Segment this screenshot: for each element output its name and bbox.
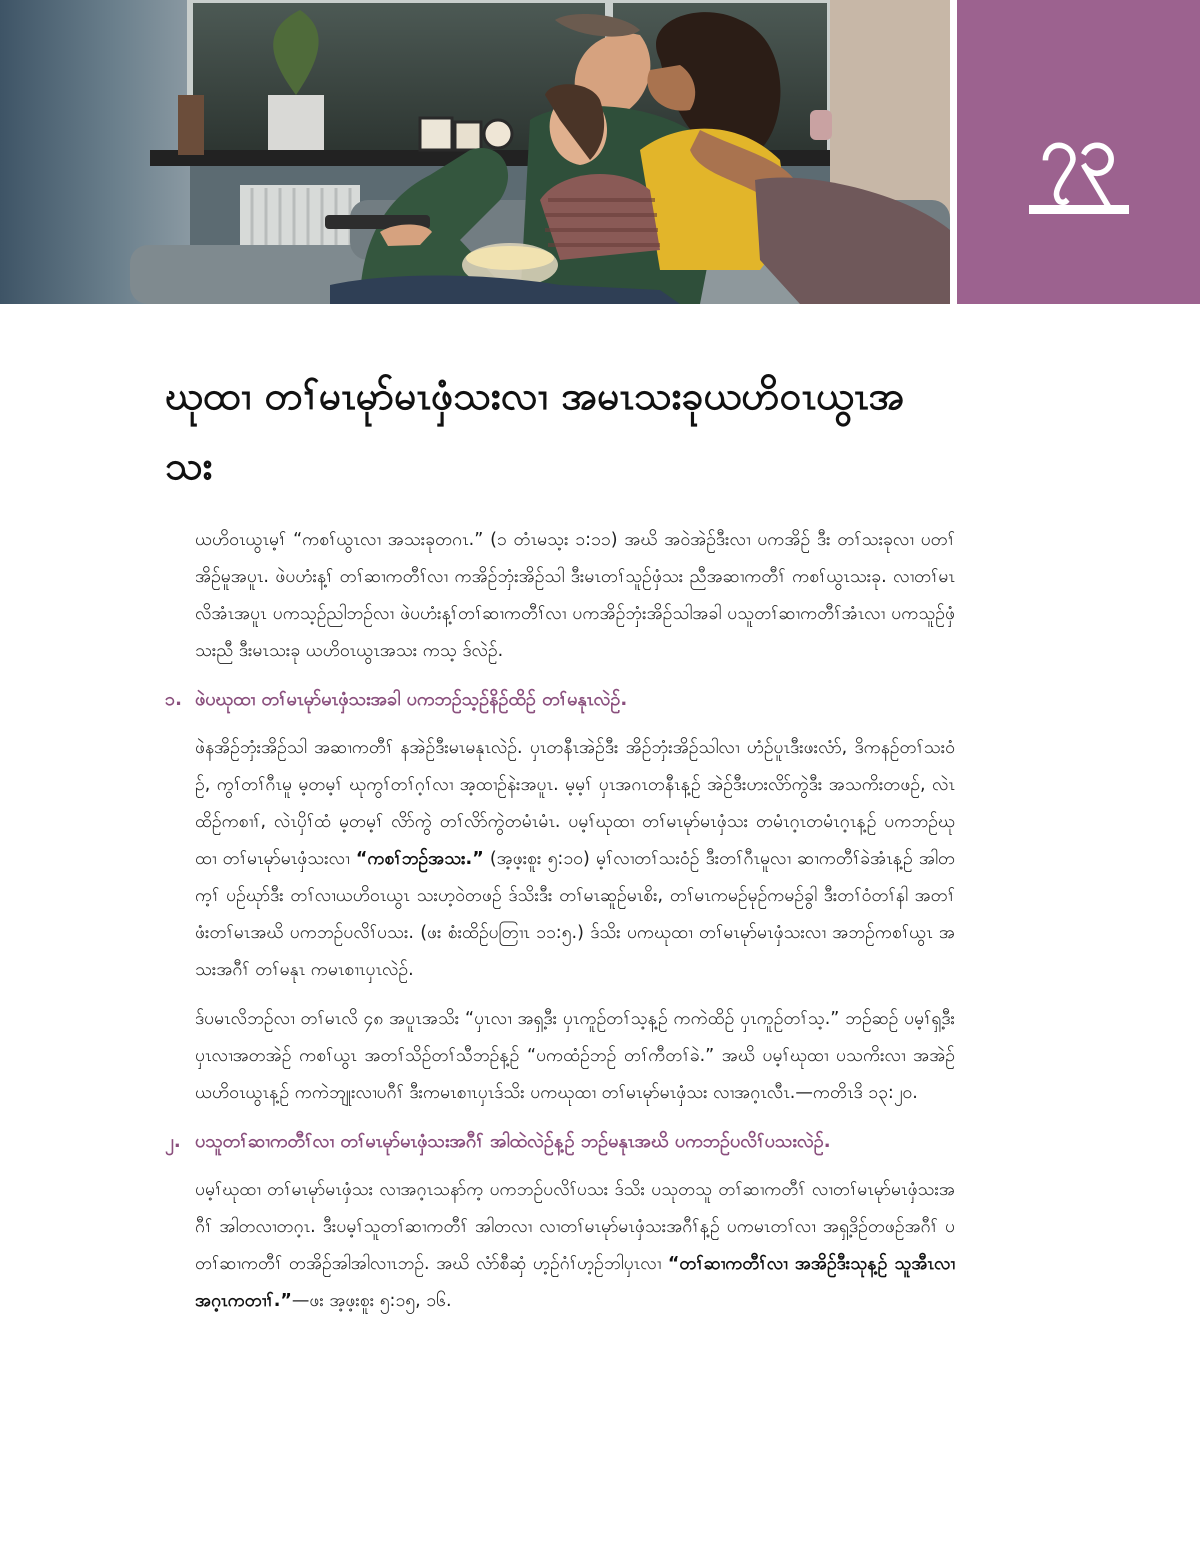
emphasized-quote: “တၢ်ဆၢကတီၢ်လၢ အအိဉ်ဒီးသုန့ဉ် သူအီၤလၢ အဂ့ၤကတၢၢ်.”: [195, 1254, 955, 1311]
chapter-number: ၇၃: [1040, 112, 1117, 191]
chapter-number-box: [957, 0, 1200, 304]
emphasized-quote: “ကစၢ်ဘဉ်အသး.”: [355, 849, 484, 869]
section-heading-1: [165, 682, 955, 718]
section-1-paragraph-2: ဒ်ပမၤလိဘဉ်လၢ တၢ်မၤလိ ၄၈ အပူၤအသိး “ပှၤလၢ အရှ့ဒီး ပှၤကူဉ်တၢ်သ့န့ဉ် ကကဲထိဉ် ပှၤကူဉ်တၢ်သ့.” ဘဉ်ဆဉ် ပမ့ၢ်ရှ့ဒီး ပှၤလၢအတအဲဉ် ကစၢ်ယွၤ အတၢ်သိဉ်တၢ်သီဘဉ်န့ဉ် “ပကထံဉ်ဘဉ် တၢ်ကီတၢ်ခဲ.” အဃိ ပမ့ၢ်ဃုထၢ ပသကိးလၢ အအဲဉ်ယဟိဝၤယွၤန့ဉ် ကကဲဘျုးလၢပဂီၢ် ဒီးကမၤစၢၤပှၤဒ်သိး ပကဃုထၢ တၢ်မၤမုာ်မၤဖှံသး လၢအဂ့ၤလီၤ.—ကတိၤဒိ ၁၃:၂၀.: [195, 1009, 955, 1103]
paragraph-text: ဖဲနအိဉ်ဘှံးအိဉ်သါ အဆၢကတီၢ် နအဲဉ်ဒီးမၤမနုၤလဲဉ်. ပှၤတနီၤအဲဉ်ဒီး အိဉ်ဘှံးအိဉ်သါလၢ ဟံဉ်ပူၤဒီးဖးလံာ်, ဒိကနဉ်တၢ်သးဝံဉ်, ကွၢ်တၢ်ဂီၤမူ မ့တမ့ၢ် ဃုကွၢ်တၢ်ဂ့ၢ်လၢ အ့ထၢဉ်နဲးအပူၤ. မ့မ့ၢ် ပှၤအဂၤတနီၤန့ဉ် အဲဉ်ဒီးဟးလိာ်ကွဲဒီး အသကိးတဖဉ်, လဲၤထိဉ်ကစၢၢ်, လဲၤပှိၢ်ထံ မ့တမ့ၢ် လိာ်ကွဲ တၢ်လိာ်ကွဲတမံၤမံၤ. ပမ့ၢ်ဃုထၢ တၢ်မၤမုာ်မၤဖှံသး တမံၤဂ့ၤတမံၤဂ့ၤန့ဉ် ပကဘဉ်ဃုထၢ တၢ်မၤမုာ်မၤဖှံသးလၢ: [195, 738, 955, 869]
paragraph-text: ပမ့ၢ်ဃုထၢ တၢ်မၤမုာ်မၤဖှံသး လၢအဂ့ၤသနာ်က့ ပကဘဉ်ပလိၢ်ပသး ဒ်သိး ပသုတသူ တၢ်ဆၢကတီၢ် လၢတၢ်မၤမုာ်မၤဖှံသးအဂီၢ် အါတလၢတဂ့ၤ. ဒီးပမ့ၢ်သူတၢ်ဆၢကတီၢ် အါတလၢ လၢတၢ်မၤမုာ်မၤဖှံသးအဂီၢ်န့ဉ် ပကမၤတၢ်လၢ အရှ့ဒိဉ်တဖဉ်အဂီၢ် ပတၢ်ဆၢကတီၢ် တအိဉ်အါအါလၢၤဘဉ်. အဃိ လံာ်စီဆှံ ဟ့ဉ်ဂံၢ်ဟ့ဉ်ဘါပှၤလၢ: [195, 1180, 955, 1274]
article-body: [165, 522, 955, 1332]
intro-paragraph: ယဟိဝၤယွၤမ့ၢ် “ကစၢ်ယွၤလၢ အသးခုတဂၤ.” (၁ တံၤမသ့း ၁:၁၁) အဃိ အဝဲအဲဉ်ဒီးလၢ ပကအိဉ် ဒီး တၢ်သးခုလၢ ပတၢ်အိဉ်မူအပူၤ. ဖဲပဟံးန့ၢ် တၢ်ဆၢကတီၢ်လၢ ကအိဉ်ဘှံးအိဉ်သါ ဒီးမၤတၢ်သူဉ်ဖှံသး ညီအဆၢကတီၢ် ကစၢ်ယွၤသးခု. လၢတၢ်မၤလိအံၤအပူၤ ပကသ့ဉ်ညါဘဉ်လၢ ဖဲပဟံးန့ၢ်တၢ်ဆၢကတီၢ်လၢ ပကအိဉ်ဘှံးအိဉ်သါအခါ ပသူတၢ်ဆၢကတီၢ်အံၤလၢ ပကသူဉ်ဖှံသးညီ ဒီးမၤသးခု ယဟိဝၤယွၤအသး ကသ့ ဒ်လဲဉ်.: [195, 530, 955, 661]
chapter-number-underline: [1029, 205, 1129, 214]
paragraph-text: (အ့ဖ့းစူး ၅:၁၀) မ့ၢ်လၢတၢ်သးဝံဉ် ဒီးတၢ်ဂီၤမူလၢ ဆၢကတီၢ်ခဲအံၤန့ဉ် အါတက့ၢ် ပဉ်ဃုာ်ဒီး တၢ်လၢယဟိဝၤယွၤ သးဟ့ဝဲတဖဉ် ဒ်သိးဒီး တၢ်မၤဆူဉ်မၤစိး, တၢ်မၤကမဉ်မုဉ်ကမဉ်ခွါ ဒီးတၢ်ဝံတၢ်နါ အတၢ်ဖံးတၢ်မၤအဃိ ပကဘဉ်ပလိၢ်ပသး. (ဖး စံးထိဉ်ပတြၢၤ ၁၁:၅.) ဒ်သိး ပကဃုထၢ တၢ်မၤမုာ်မၤဖှံသးလၢ အဘဉ်ကစၢ်ယွၤ အသးအဂီၢ် တၢ်မနုၤ ကမၤစၢၤပှၤလဲဉ်.: [195, 849, 955, 980]
section-heading-text: ဖဲပဃုထၢ တၢ်မၤမုာ်မၤဖှံသးအခါ ပကဘဉ်သ့ဉ်နိဉ်ထိဉ် တၢ်မနုၤလဲဉ်.: [195, 689, 628, 710]
paragraph-text: —ဖး အ့ဖ့းစူး ၅:၁၅, ၁၆.: [291, 1291, 452, 1311]
section-heading-text: ပသူတၢ်ဆၢကတီၢ်လၢ တၢ်မၤမုာ်မၤဖှံသးအဂီၢ် အါထဲလဲဉ်န့ဉ် ဘဉ်မနုၤအဃိ ပကဘဉ်ပလိၢ်ပသးလဲဉ်.: [195, 1131, 831, 1152]
section-1-paragraph-1: [165, 730, 955, 989]
section-2-paragraph-1: [165, 1172, 955, 1320]
family-watching-tv-illustration: [0, 0, 950, 304]
section-number: ၂.: [165, 1131, 181, 1152]
section-heading-2: [165, 1124, 955, 1160]
page-title: ဃုထၢ တၢ်မၤမုာ်မၤဖှံသးလၢ အမၤသးခုယဟိဝၤယွၤအသး: [165, 374, 905, 489]
section-number: ၁.: [165, 689, 182, 710]
hero-photo: [0, 0, 950, 304]
